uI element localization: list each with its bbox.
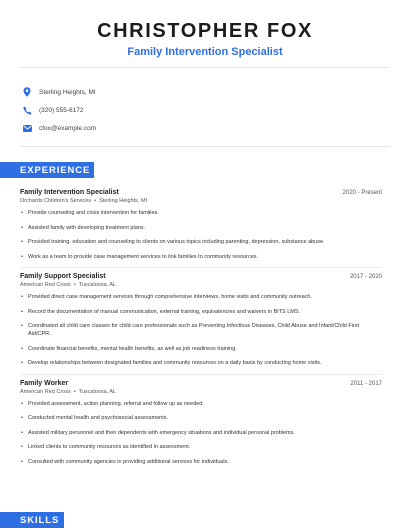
company-name: American Red Cross (20, 388, 71, 395)
contact-location-text: Sterling Heights, MI (39, 88, 96, 96)
contact-divider (20, 146, 390, 147)
bullet-item: • Coordinate financial benefits, mental health benefits, as well as job readiness training. (21, 345, 237, 352)
bullet-item: • Conducted mental health and psychosocial assessments. (21, 415, 169, 421)
bullet-item: • Assisted family with developing treatment plans. (21, 224, 146, 231)
job-dates: 2020 - Present (342, 190, 382, 196)
candidate-name: CHRISTOPHER FOX (97, 20, 313, 42)
job-divider (20, 267, 382, 268)
bullet-item: • Work as a team to provide case management services to link families to community resources. (21, 253, 259, 260)
bullet-item: • Record the documentation of manual communication, external training, equivalencies and waivers in BITS LMS. (21, 308, 301, 315)
job-company: American Red Cross • Tuscaloosa, AL (20, 388, 117, 395)
job-bullets (20, 293, 382, 367)
contact-email-text[interactable]: cfox@example.com (39, 125, 97, 133)
bullet-item: • Linked clients to community resources as identified in assessment. (21, 444, 191, 450)
job-company: American Red Cross • Tuscaloosa, AL (20, 282, 117, 288)
bullet-item: • Assisted military personnel and their dependents with emergency situations and individual personal problems. (21, 429, 295, 436)
job-title: Family Support Specialist (20, 273, 106, 280)
job-divider (20, 374, 382, 375)
phone-icon (22, 105, 32, 115)
contact-phone-text: (320) 555-6172 (39, 106, 84, 114)
job-entry (20, 273, 382, 367)
job-company: Orchards Children's Services • Sterling Heights, MI (20, 198, 148, 204)
job-entry (20, 380, 382, 466)
bullet-item: • Coordinated all child care classes for child care professionals such as Preventing Infectious Diseases, Child Abuse and Infant/Child First Aid/CPR. (21, 323, 360, 337)
job-title: Family Worker (20, 379, 69, 387)
bullet-item: • Provided direct case management services through comprehensive interviews, home visits and community outreach. (21, 294, 312, 300)
contact-location (22, 83, 96, 101)
job-dates: 2017 - 2020 (349, 274, 382, 280)
job-bullets (20, 400, 382, 466)
experience-heading: EXPERIENCE (0, 162, 94, 178)
map-pin-icon (22, 87, 32, 97)
company-location: Tuscaloosa, AL (78, 388, 117, 395)
candidate-title: Family Intervention Specialist (127, 46, 283, 58)
job-bullets (20, 209, 382, 261)
header-divider (20, 67, 390, 68)
company-location: Sterling Heights, MI (99, 198, 148, 204)
company-location: Tuscaloosa, AL (78, 282, 117, 288)
email-icon (22, 124, 32, 134)
experience-list (20, 189, 382, 472)
job-title: Family Intervention Specialist (20, 189, 119, 196)
company-name: American Red Cross (20, 282, 71, 288)
bullet-item: • Develop relationships between designated families and community resources on a daily basis by conducting home visits. (21, 360, 322, 366)
job-entry (20, 189, 382, 261)
contact-email[interactable] (22, 120, 96, 138)
bullet-item: • Provided assessment, action planning, referral and follow up as needed. (21, 400, 204, 407)
bullet-item: • Provide counseling and crisis intervention for families. (21, 210, 159, 216)
resume-header (0, 20, 410, 58)
contact-phone (22, 101, 96, 119)
skills-heading: SKILLS (0, 512, 64, 528)
bullet-item: • Consulted with community agencies in providing additional services for individuals. (21, 458, 229, 465)
company-name: Orchards Children's Services (20, 198, 92, 204)
contact-list (22, 83, 96, 138)
bullet-item: • Provided training, education and counseling to clients on various topics including parenting, depression, substance abuse. (21, 239, 325, 245)
job-dates: 2011 - 2017 (350, 380, 382, 387)
